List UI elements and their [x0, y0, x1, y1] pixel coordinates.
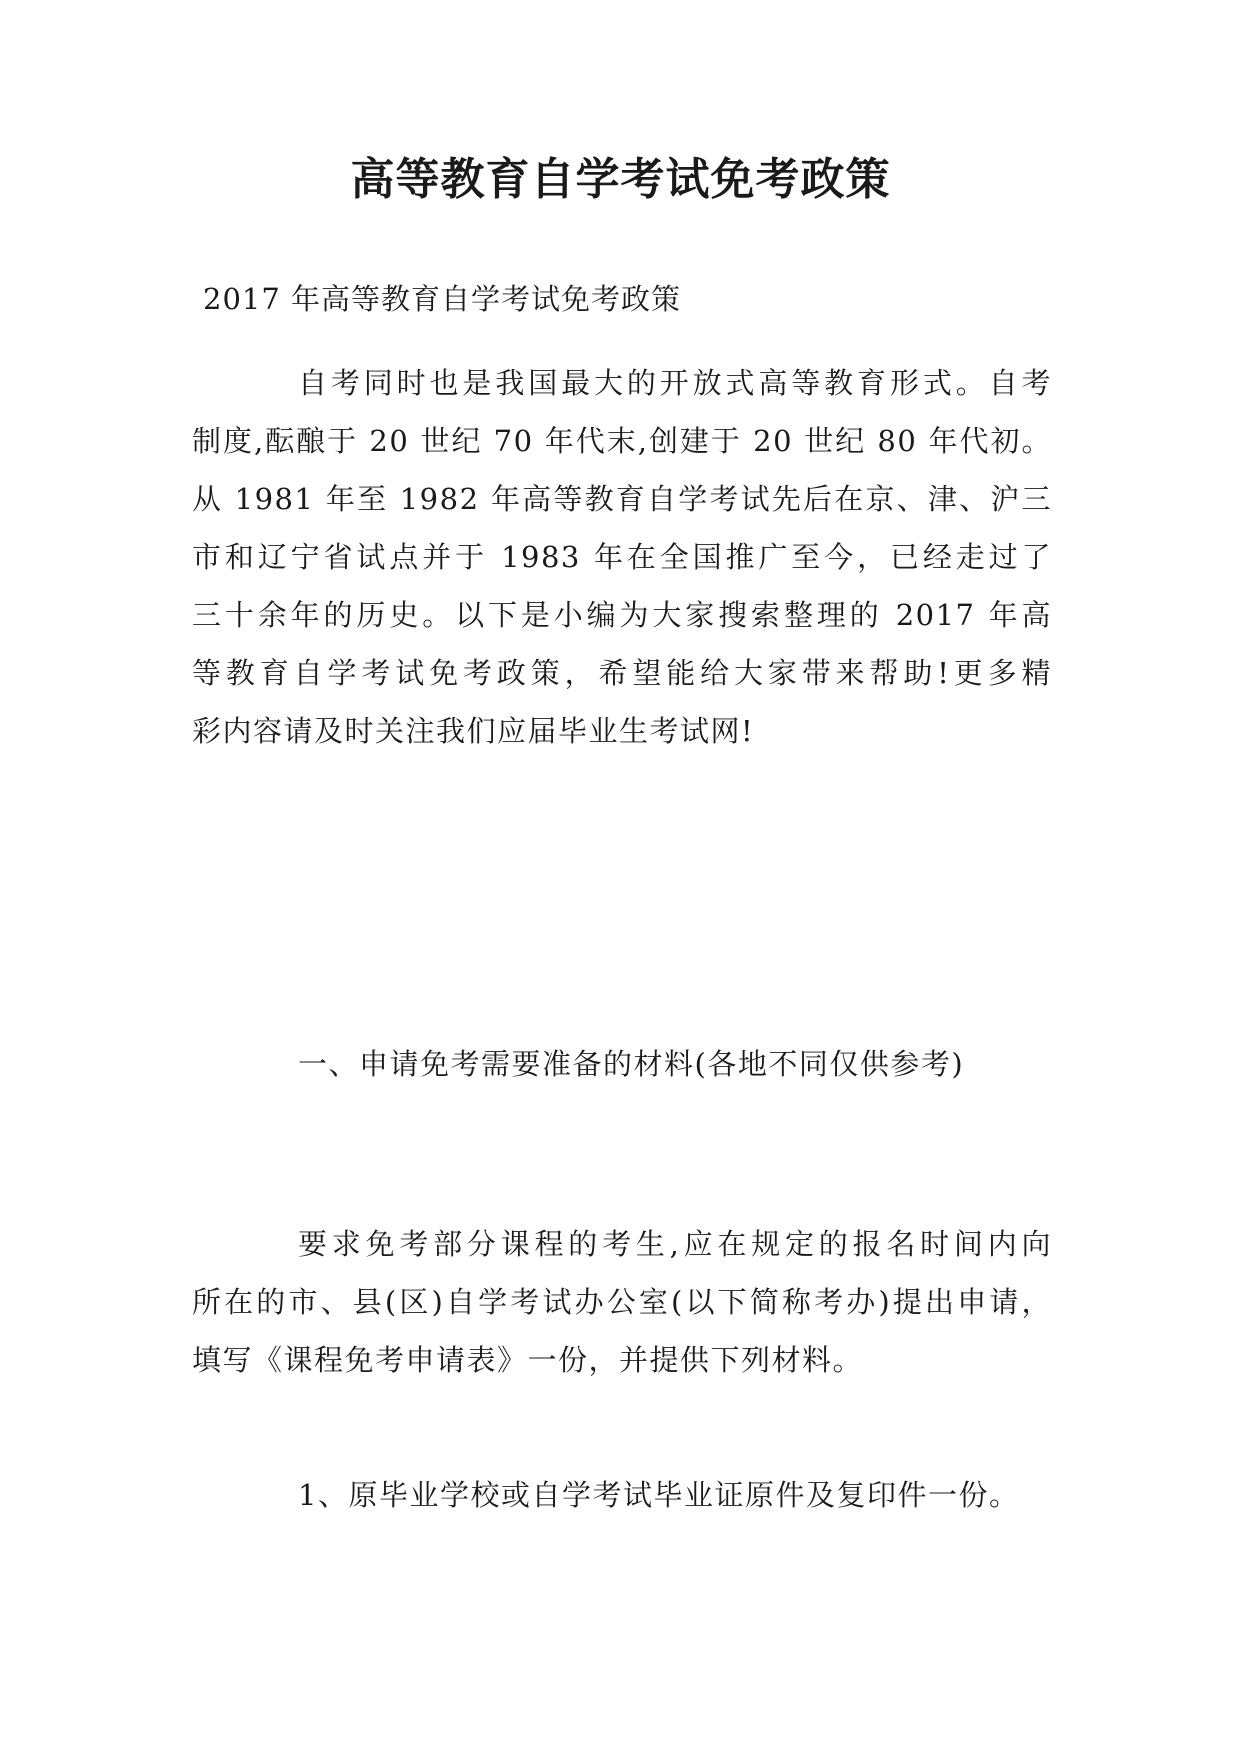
section-heading: 一、申请免考需要准备的材料(各地不同仅供参考) — [298, 1047, 965, 1081]
paragraph-line: 自考同时也是我国最大的开放式高等教育形式。自考 — [298, 366, 1052, 400]
paragraph-line: 要求免考部分课程的考生,应在规定的报名时间内向 — [298, 1227, 1052, 1261]
paragraph-line: 彩内容请及时关注我们应届毕业生考试网! — [192, 714, 755, 748]
document-subtitle: 2017 年高等教育自学考试免考政策 — [203, 282, 682, 316]
list-item: 1、原毕业学校或自学考试毕业证原件及复印件一份。 — [298, 1478, 1020, 1512]
document-title: 高等教育自学考试免考政策 — [350, 154, 891, 205]
section-paragraph — [192, 1215, 1052, 1389]
paragraph-line: 制度,酝酿于 20 世纪 70 年代末,创建于 20 世纪 80 年代初。 — [192, 424, 1052, 458]
paragraph-line: 三十余年的历史。以下是小编为大家搜索整理的 2017 年高 — [192, 598, 1052, 632]
paragraph-line: 填写《课程免考申请表》一份，并提供下列材料。 — [192, 1343, 864, 1377]
paragraph-line: 等教育自学考试免考政策，希望能给大家带来帮助!更多精 — [192, 656, 1052, 690]
paragraph-line: 所在的市、县(区)自学考试办公室(以下简称考办)提出申请， — [192, 1285, 1052, 1319]
paragraph-line: 从 1981 年至 1982 年高等教育自学考试先后在京、津、沪三 — [192, 482, 1052, 516]
intro-paragraph — [192, 354, 1052, 760]
paragraph-line: 市和辽宁省试点并于 1983 年在全国推广至今，已经走过了 — [192, 540, 1052, 574]
